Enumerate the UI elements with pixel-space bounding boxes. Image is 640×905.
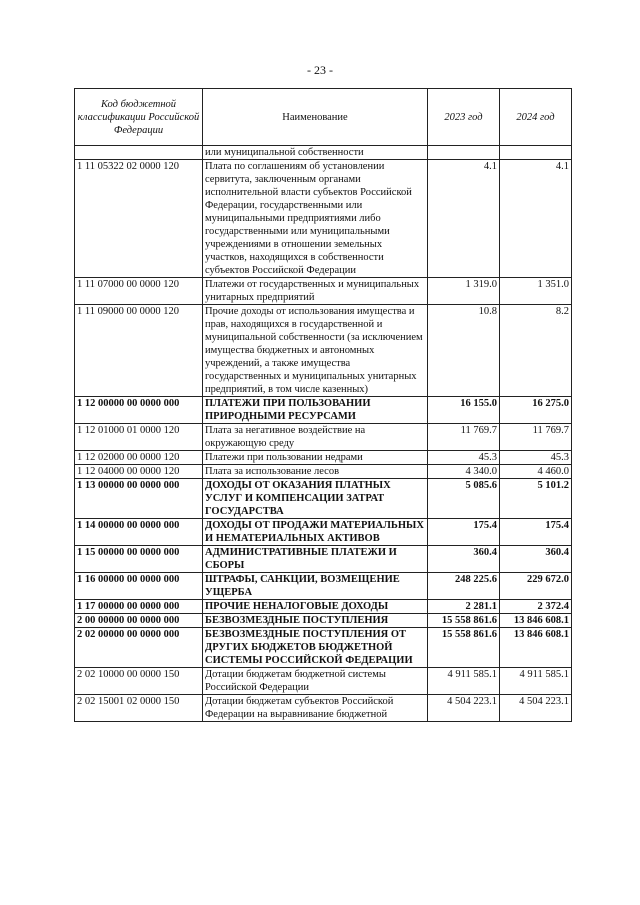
row-value-2023: 360.4 (428, 546, 500, 573)
table-row (75, 278, 572, 305)
table-row (75, 695, 572, 722)
row-value-2023: 1 319.0 (428, 278, 500, 305)
table-row (75, 668, 572, 695)
row-code (75, 146, 203, 160)
row-name: Платежи от государственных и муниципальных унитарных предприятий (203, 278, 428, 305)
header-year-2024: 2024 год (500, 89, 572, 146)
row-code: 1 11 07000 00 0000 120 (75, 278, 203, 305)
row-value-2024: 175.4 (500, 519, 572, 546)
table-row (75, 573, 572, 600)
row-value-2023: 4 504 223.1 (428, 695, 500, 722)
row-code: 1 17 00000 00 0000 000 (75, 600, 203, 614)
row-value-2023: 11 769.7 (428, 424, 500, 451)
table-row (75, 424, 572, 451)
table-row (75, 546, 572, 573)
row-code: 1 12 01000 01 0000 120 (75, 424, 203, 451)
table-row (75, 479, 572, 519)
row-code: 2 02 10000 00 0000 150 (75, 668, 203, 695)
row-code: 1 12 02000 00 0000 120 (75, 451, 203, 465)
row-code: 1 11 09000 00 0000 120 (75, 305, 203, 397)
table-body (75, 146, 572, 722)
row-name: ДОХОДЫ ОТ ОКАЗАНИЯ ПЛАТНЫХ УСЛУГ И КОМПЕНСАЦИИ ЗАТРАТ ГОСУДАРСТВА (203, 479, 428, 519)
table-row (75, 614, 572, 628)
row-name: Прочие доходы от использования имущества и прав, находящихся в государственной и муниципальной собственности (за исключением имущества бюджетных и автономных учреждений, а также имущества государственных и муниципальных унитарных предприятий, в том числе казенных) (203, 305, 428, 397)
row-code: 1 16 00000 00 0000 000 (75, 573, 203, 600)
table-row (75, 519, 572, 546)
row-value-2024: 360.4 (500, 546, 572, 573)
row-value-2024: 229 672.0 (500, 573, 572, 600)
row-value-2023: 15 558 861.6 (428, 614, 500, 628)
row-name: ПРОЧИЕ НЕНАЛОГОВЫЕ ДОХОДЫ (203, 600, 428, 614)
row-value-2024: 13 846 608.1 (500, 614, 572, 628)
header-code: Код бюджетной классификации Российской Федерации (75, 89, 203, 146)
row-value-2024: 45.3 (500, 451, 572, 465)
row-code: 1 11 05322 02 0000 120 (75, 160, 203, 278)
row-value-2023: 4.1 (428, 160, 500, 278)
row-value-2024: 2 372.4 (500, 600, 572, 614)
row-value-2023: 5 085.6 (428, 479, 500, 519)
row-name: ШТРАФЫ, САНКЦИИ, ВОЗМЕЩЕНИЕ УЩЕРБА (203, 573, 428, 600)
row-name: Плата по соглашениям об установлении сервитута, заключенным органами исполнительной власти субъектов Российской Федерации, государственными или муниципальными предприятиями либо государственными или муниципальными учреждениями в отношении земельных участков, находящихся в собственности субъектов Российской Федерации (203, 160, 428, 278)
row-name: или муниципальной собственности (203, 146, 428, 160)
table-row (75, 600, 572, 614)
table-row (75, 305, 572, 397)
row-name: Плата за негативное воздействие на окружающую среду (203, 424, 428, 451)
row-value-2024: 8.2 (500, 305, 572, 397)
row-name: Плата за использование лесов (203, 465, 428, 479)
row-value-2024: 4 911 585.1 (500, 668, 572, 695)
row-code: 2 02 15001 02 0000 150 (75, 695, 203, 722)
row-value-2023: 15 558 861.6 (428, 628, 500, 668)
row-value-2023: 10.8 (428, 305, 500, 397)
table-row (75, 465, 572, 479)
row-value-2024: 16 275.0 (500, 397, 572, 424)
row-name: ДОХОДЫ ОТ ПРОДАЖИ МАТЕРИАЛЬНЫХ И НЕМАТЕРИАЛЬНЫХ АКТИВОВ (203, 519, 428, 546)
header-name: Наименование (203, 89, 428, 146)
row-code: 1 12 00000 00 0000 000 (75, 397, 203, 424)
row-value-2023: 4 911 585.1 (428, 668, 500, 695)
row-code: 1 14 00000 00 0000 000 (75, 519, 203, 546)
row-value-2023: 175.4 (428, 519, 500, 546)
row-value-2024: 4.1 (500, 160, 572, 278)
row-value-2024: 4 460.0 (500, 465, 572, 479)
row-name: Платежи при пользовании недрами (203, 451, 428, 465)
row-name: Дотации бюджетам субъектов Российской Федерации на выравнивание бюджетной (203, 695, 428, 722)
row-value-2023: 4 340.0 (428, 465, 500, 479)
row-code: 1 13 00000 00 0000 000 (75, 479, 203, 519)
row-code: 1 15 00000 00 0000 000 (75, 546, 203, 573)
budget-revenue-table (74, 88, 572, 722)
row-code: 2 02 00000 00 0000 000 (75, 628, 203, 668)
table-row (75, 160, 572, 278)
row-name: ПЛАТЕЖИ ПРИ ПОЛЬЗОВАНИИ ПРИРОДНЫМИ РЕСУРСАМИ (203, 397, 428, 424)
row-name: АДМИНИСТРАТИВНЫЕ ПЛАТЕЖИ И СБОРЫ (203, 546, 428, 573)
header-year-2023: 2023 год (428, 89, 500, 146)
row-value-2023: 16 155.0 (428, 397, 500, 424)
row-value-2024: 4 504 223.1 (500, 695, 572, 722)
table-header-row (75, 89, 572, 146)
table-row (75, 451, 572, 465)
row-value-2024 (500, 146, 572, 160)
row-value-2023: 248 225.6 (428, 573, 500, 600)
row-name: БЕЗВОЗМЕЗДНЫЕ ПОСТУПЛЕНИЯ (203, 614, 428, 628)
row-value-2023 (428, 146, 500, 160)
table-row (75, 397, 572, 424)
row-value-2024: 1 351.0 (500, 278, 572, 305)
table-row (75, 146, 572, 160)
row-value-2024: 11 769.7 (500, 424, 572, 451)
row-value-2024: 5 101.2 (500, 479, 572, 519)
row-code: 2 00 00000 00 0000 000 (75, 614, 203, 628)
row-code: 1 12 04000 00 0000 120 (75, 465, 203, 479)
row-value-2024: 13 846 608.1 (500, 628, 572, 668)
row-value-2023: 45.3 (428, 451, 500, 465)
row-name: БЕЗВОЗМЕЗДНЫЕ ПОСТУПЛЕНИЯ ОТ ДРУГИХ БЮДЖЕТОВ БЮДЖЕТНОЙ СИСТЕМЫ РОССИЙСКОЙ ФЕДЕРАЦИИ (203, 628, 428, 668)
row-name: Дотации бюджетам бюджетной системы Российской Федерации (203, 668, 428, 695)
page-number: - 23 - (307, 63, 333, 77)
table-row (75, 628, 572, 668)
row-value-2023: 2 281.1 (428, 600, 500, 614)
